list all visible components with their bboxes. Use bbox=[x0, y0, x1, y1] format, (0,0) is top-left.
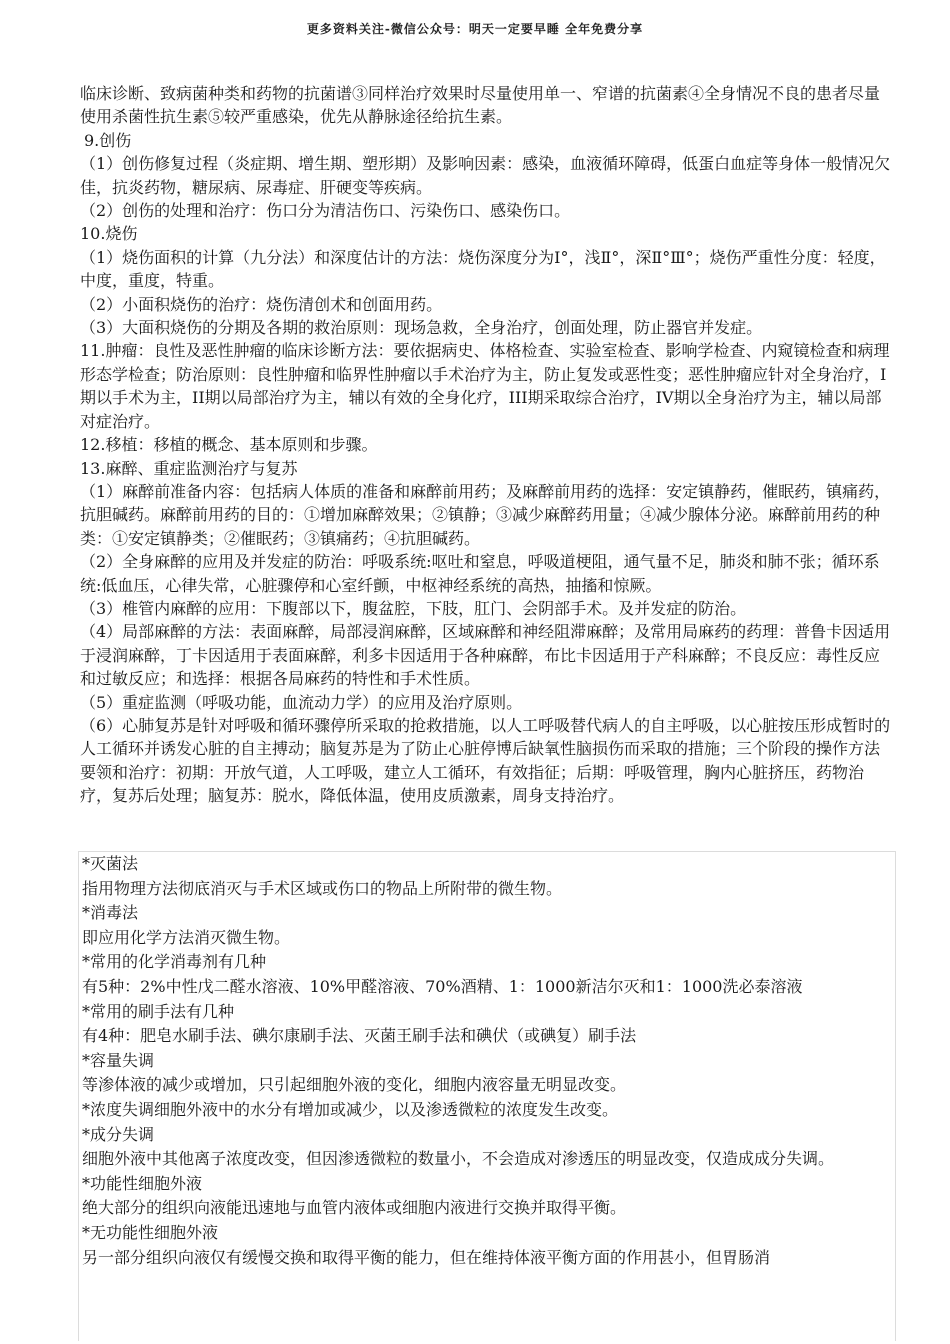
term: *成分失调 bbox=[82, 1124, 155, 1144]
paragraph: （1）烧伤面积的计算（九分法）和深度估计的方法：烧伤深度分为Ⅰ°，浅Ⅱ°，深Ⅱ°Ⅲ°；烧伤严重性分度：轻度，中度，重度，特重。 bbox=[80, 247, 886, 291]
definition: 即应用化学方法消灭微生物。 bbox=[82, 927, 291, 947]
paragraph: （2）小面积烧伤的治疗：烧伤清创术和创面用药。 bbox=[80, 294, 443, 314]
paragraph: （6）心肺复苏是针对呼吸和循环骤停所采取的抢救措施，以人工呼吸替代病人的自主呼吸，以心脏按压形成暂时的人工循环并诱发心脏的自主搏动；脑复苏是为了防止心脏停博后缺氧性脑损伤而采取的措施；三个阶段的操作方法要领和治疗：初期：开放气道，人工呼吸，建立人工循环，有效指征；后期：呼吸管理，胸内心脏挤压，药物治疗，复苏后处理；脑复苏：脱水，降低体温，使用皮质激素，周身支持治疗。 bbox=[80, 715, 891, 806]
definition: 绝大部分的组织向液能迅速地与血管内液体或细胞内液进行交换并取得平衡。 bbox=[82, 1198, 627, 1218]
definitions-box bbox=[78, 851, 896, 1341]
term: *容量失调 bbox=[82, 1050, 155, 1070]
paragraph: 临床诊断、致病菌种类和药物的抗菌谱③同样治疗效果时尽量使用单一、窄谱的抗菌素④全身情况不良的患者尽量使用杀菌性抗生素⑤较严重感染，优先从静脉途径给抗生素。 bbox=[80, 84, 881, 127]
definition: 细胞外液中其他离子浓度改变，但因渗透微粒的数量小，不会造成对渗透压的明显改变，仅造成成分失调。 bbox=[82, 1149, 835, 1169]
paragraph: （5）重症监测（呼吸功能，血流动力学）的应用及治疗原则。 bbox=[80, 692, 523, 712]
paragraph: （1）创伤修复过程（炎症期、增生期、塑形期）及影响因素：感染，血液循环障碍，低蛋白血症等身体一般情况欠佳，抗炎药物，糖尿病、尿毒症、肝硬变等疾病。 bbox=[80, 154, 891, 197]
section-heading: 10.烧伤 bbox=[80, 224, 138, 244]
main-text bbox=[80, 82, 895, 808]
paragraph: 11.肿瘤：良性及恶性肿瘤的临床诊断方法：要依据病史、体格检查、实验室检查、影响学检查、内窥镜检查和病理形态学检查；防治原则：良性肿瘤和临界性肿瘤以手术治疗为主，防止复发或恶性变；恶性肿瘤应针对全身治疗，I期以手术为主，II期以局部治疗为主，辅以有效的全身化疗，III期采取综合治疗，IV期以全身治疗为主，辅以局部对症治疗。 bbox=[80, 341, 890, 431]
definition: 另一部分组织向液仅有缓慢交换和取得平衡的能力，但在维持体液平衡方面的作用甚小，但胃肠消 bbox=[82, 1247, 771, 1267]
term: *常用的刷手法有几种 bbox=[82, 1001, 235, 1021]
term: *浓度失调细胞外液中的水分有增加或减少，以及渗透微粒的浓度发生改变。 bbox=[82, 1099, 619, 1119]
definition: 等渗体液的减少或增加，只引起细胞外液的变化，细胞内液容量无明显改变。 bbox=[82, 1075, 627, 1095]
term: *常用的化学消毒剂有几种 bbox=[82, 952, 267, 972]
term: *无功能性细胞外液 bbox=[82, 1222, 219, 1242]
page-header: 更多资料关注-微信公众号：明天一定要早睡 全年免费分享 bbox=[306, 22, 644, 36]
section-heading: 13.麻醉、重症监测治疗与复苏 bbox=[80, 458, 298, 478]
paragraph: （3）椎管内麻醉的应用：下腹部以下，腹盆腔，下肢，肛门、会阴部手术。及并发症的防治。 bbox=[80, 598, 747, 618]
paragraph: （1）麻醉前准备内容：包括病人体质的准备和麻醉前用药；及麻醉前用药的选择：安定镇静药，催眠药，镇痛药，抗胆碱药。麻醉前用药的目的：①增加麻醉效果；②镇静；③减少麻醉药用量；④减少腺体分泌。麻醉前用药的种类：①安定镇静类；②催眠药；③镇痛药；④抗胆碱药。 bbox=[80, 481, 891, 548]
term: *消毒法 bbox=[82, 903, 139, 923]
term: *灭菌法 bbox=[82, 854, 139, 873]
paragraph: （4）局部麻醉的方法：表面麻醉，局部浸润麻醉，区域麻醉和神经阻滞麻醉；及常用局麻药的药理：普鲁卡因适用于浸润麻醉，丁卡因适用于表面麻醉，利多卡因适用于各种麻醉，布比卡因适用于产科麻醉；不良反应：毒性反应和过敏反应；和选择：根据各局麻药的特性和手术性质。 bbox=[80, 622, 891, 689]
section-heading: 9.创伤 bbox=[84, 130, 132, 150]
paragraph: （2）创伤的处理和治疗：伤口分为清洁伤口、污染伤口、感染伤口。 bbox=[80, 201, 571, 221]
definition: 指用物理方法彻底消灭与手术区域或伤口的物品上所附带的微生物。 bbox=[82, 878, 563, 898]
paragraph: 12.移植：移植的概念、基本原则和步骤。 bbox=[80, 435, 378, 455]
definition: 有5种：2%中性戊二醛水溶液、10%甲醛溶液、70%酒精、1：1000新洁尔灭和1：1000洗必泰溶液 bbox=[82, 976, 803, 996]
definition: 有4种：肥皂水刷手法、碘尔康刷手法、灭菌王刷手法和碘伏（或碘复）刷手法 bbox=[82, 1026, 637, 1046]
paragraph: （3）大面积烧伤的分期及各期的救治原则：现场急救，全身治疗，创面处理，防止器官并发症。 bbox=[80, 318, 763, 338]
term: *功能性细胞外液 bbox=[82, 1173, 203, 1193]
paragraph: （2）全身麻醉的应用及并发症的防治：呼吸系统:呕吐和窒息，呼吸道梗阻，通气量不足，肺炎和肺不张；循环系统:低血压，心律失常，心脏骤停和心室纤颤，中枢神经系统的高热，抽搐和惊厥。 bbox=[80, 552, 880, 595]
